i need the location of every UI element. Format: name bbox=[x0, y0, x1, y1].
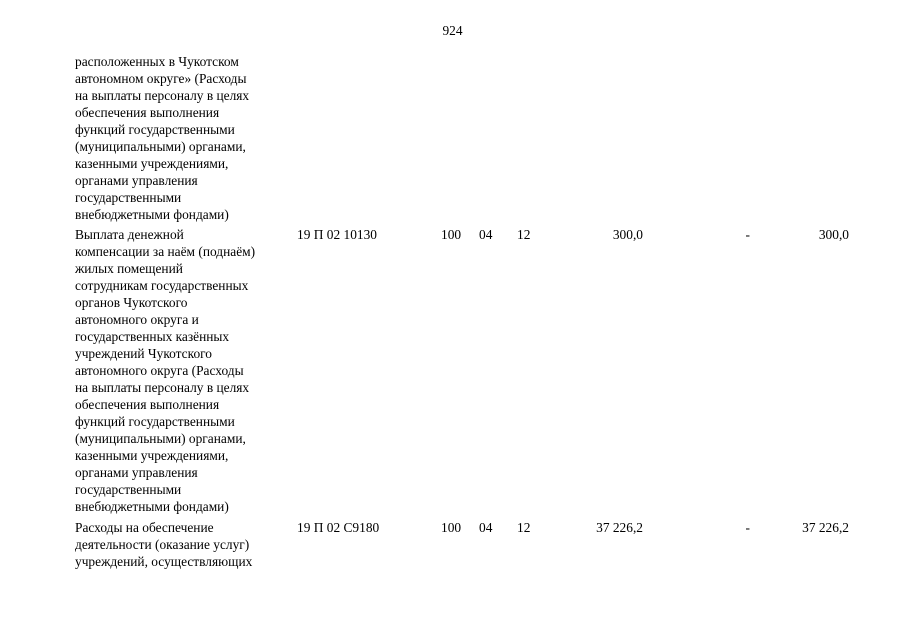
target-code-cell: 19 П 02 С9180 bbox=[297, 520, 380, 535]
description-line: внебюджетными фондами) bbox=[75, 207, 229, 222]
description-line: Выплата денежной bbox=[75, 227, 184, 242]
description-line: расположенных в Чукотском bbox=[75, 54, 239, 69]
description-line: государственных казённых bbox=[75, 329, 230, 344]
section-cell: 04 bbox=[479, 520, 493, 535]
description-line: жилых помещений bbox=[75, 261, 183, 276]
row-description bbox=[75, 519, 290, 570]
description-line: государственными bbox=[75, 190, 182, 205]
amount-cell: 37 226,2 bbox=[596, 520, 643, 535]
description-line: на выплаты персоналу в целях bbox=[75, 380, 250, 395]
description-line: на выплаты персоналу в целях bbox=[75, 88, 250, 103]
description-line: казенными учреждениями, bbox=[75, 448, 229, 463]
description-line: государственными bbox=[75, 482, 182, 497]
description-line: учреждений, осуществляющих bbox=[75, 554, 253, 569]
page-number: 924 bbox=[442, 23, 463, 38]
description-line: органов Чукотского bbox=[75, 295, 188, 310]
amount-cell: 300,0 bbox=[818, 227, 849, 242]
description-line: (муниципальными) органами, bbox=[75, 431, 246, 446]
subsection-cell: 12 bbox=[517, 227, 531, 242]
description-line: внебюджетными фондами) bbox=[75, 499, 229, 514]
description-line: органами управления bbox=[75, 465, 198, 480]
amount-cell: - bbox=[745, 227, 750, 242]
description-line: органами управления bbox=[75, 173, 198, 188]
description-line: (муниципальными) органами, bbox=[75, 139, 246, 154]
description-line: Расходы на обеспечение bbox=[75, 520, 214, 535]
amount-cell: 300,0 bbox=[612, 227, 643, 242]
description-line: функций государственными bbox=[75, 414, 235, 429]
description-line: учреждений Чукотского bbox=[75, 346, 212, 361]
description-line: обеспечения выполнения bbox=[75, 397, 220, 412]
target-code-cell: 19 П 02 10130 bbox=[297, 227, 377, 242]
description-line: автономном округе» (Расходы bbox=[75, 71, 247, 86]
amount-cell: 37 226,2 bbox=[802, 520, 849, 535]
subsection-cell: 12 bbox=[517, 520, 531, 535]
description-line: деятельности (оказание услуг) bbox=[75, 537, 250, 552]
description-line: сотрудникам государственных bbox=[75, 278, 249, 293]
row-description bbox=[75, 53, 290, 223]
description-line: функций государственными bbox=[75, 122, 235, 137]
expense-type-cell: 100 bbox=[441, 227, 462, 242]
expense-type-cell: 100 bbox=[441, 520, 462, 535]
description-line: компенсации за наём (поднаём) bbox=[75, 244, 256, 259]
row-description bbox=[75, 226, 290, 515]
description-line: обеспечения выполнения bbox=[75, 105, 220, 120]
description-line: автономного округа и bbox=[75, 312, 199, 327]
description-line: казенными учреждениями, bbox=[75, 156, 229, 171]
description-line: автономного округа (Расходы bbox=[75, 363, 244, 378]
amount-cell: - bbox=[745, 520, 750, 535]
section-cell: 04 bbox=[479, 227, 493, 242]
